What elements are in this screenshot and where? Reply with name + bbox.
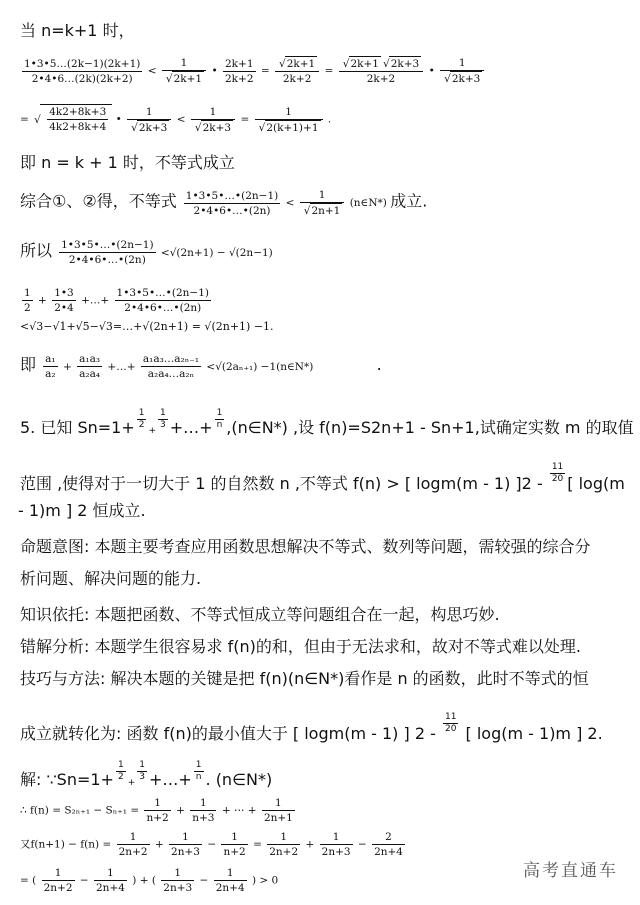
numerator: a₁ (45, 353, 56, 365)
fraction (550, 462, 565, 485)
solution-line (20, 760, 272, 791)
text: 即 (20, 355, 37, 374)
denominator: 2n+3 (163, 882, 193, 894)
problem-line (20, 462, 625, 495)
operator: + ⋯ + (221, 804, 257, 817)
fraction (94, 866, 127, 895)
numerator: a₁a₃…a₂ₙ₋₁ (142, 353, 200, 365)
numerator: 1 (161, 866, 194, 881)
numerator: √ 2k+3 (389, 56, 421, 71)
fraction (300, 188, 345, 218)
operator: < (285, 197, 295, 209)
fraction (191, 105, 235, 135)
denominator: a₂a₄…a₂ₙ (147, 368, 195, 380)
text: 成立就转化为: 函数 f(n)的最小值大于 [ logm(m - 1) ] 2 - (20, 724, 436, 743)
fraction (42, 866, 75, 895)
expression: ) > 0 (251, 874, 279, 887)
numerator: 1 (440, 56, 484, 71)
formula-line (20, 286, 213, 315)
errors-line: 错解分析: 本题学生很容易求 f(n)的和，但由于无法求和，故对不等式难以处理. (20, 637, 581, 656)
operator: = (240, 113, 250, 126)
formula-line (20, 796, 297, 825)
operator: +…+ (81, 294, 110, 307)
denominator: 2n+3 (171, 846, 200, 858)
denominator: √ 2(k+1)+1 (265, 120, 321, 135)
numerator: 1 (117, 830, 150, 845)
fraction (194, 760, 204, 783)
numerator: 1 (216, 408, 223, 418)
numerator: 1 (191, 105, 235, 120)
fraction (443, 712, 458, 735)
watermark: 高考直通车 (523, 861, 618, 881)
denominator: √ 2n+1 (310, 203, 343, 218)
fraction (22, 286, 33, 315)
fraction (158, 408, 168, 431)
denominator: 2k+2 (224, 72, 254, 85)
numerator: √ 2k+1 (349, 56, 381, 71)
operator: + (305, 838, 315, 851)
fraction (169, 830, 202, 859)
denominator: 2•4•6•…•(2n) (193, 204, 271, 217)
numerator: 1 (214, 866, 247, 881)
denominator: n (216, 420, 223, 430)
formula-line (20, 866, 278, 895)
operator: + (62, 360, 72, 373)
punctuation: . (376, 355, 382, 374)
fraction (47, 105, 108, 134)
denominator: 2•4•6…(2k)(2k+2) (31, 72, 133, 85)
fraction (214, 866, 247, 895)
numerator: 1 (221, 830, 247, 845)
numerator: 1•3•5•…•(2n−1) (185, 189, 279, 202)
fraction (43, 352, 57, 381)
skill-line (20, 712, 603, 745)
numerator: 1 (190, 796, 216, 811)
formula-line (20, 352, 382, 381)
numerator: 11 (444, 712, 457, 722)
denominator: √ 2k+3 (201, 120, 233, 135)
text: . (n∈N*) (205, 770, 273, 789)
formula-line (20, 188, 427, 218)
formula-line: <√3−√1+√5−√3=…+√(2n+1) = √(2n+1) −1. (20, 320, 274, 333)
text: 成立. (390, 191, 428, 211)
intent-line: 命题意图: 本题主要考查应用函数思想解决不等式、数列等问题，需较强的综合分 (20, 537, 591, 556)
denominator: 3 (139, 772, 145, 782)
denominator: 2n+3 (321, 846, 351, 858)
expression: <√(2n+1) − √(2n−1) (160, 246, 273, 259)
denominator: 2 (117, 772, 124, 782)
fraction (127, 105, 171, 135)
operator: < (176, 113, 186, 126)
denominator: 2n+2 (43, 882, 73, 894)
operator: − (207, 838, 217, 851)
basis-line: 知识依托: 本题把函数、不等式恒成立等问题组合在一起，构思巧妙. (20, 605, 500, 624)
fraction (137, 408, 147, 431)
numerator: 1 (42, 866, 75, 881)
fraction (59, 238, 155, 267)
expression: ) + ( (132, 874, 156, 887)
numerator: 1 (255, 105, 323, 120)
operator: + (154, 838, 164, 851)
fraction (137, 760, 147, 783)
formula-line (20, 104, 331, 135)
operator: • (428, 65, 435, 77)
denominator: 2 (138, 420, 145, 430)
expression: 又f(n+1) − f(n) = (20, 838, 112, 851)
text-line: 即 n = k + 1 时，不等式成立 (20, 153, 235, 172)
operator: +…+ (148, 770, 192, 789)
operator: − (199, 874, 209, 887)
denominator: a₂a₄ (79, 368, 101, 380)
numerator: 1 (24, 287, 31, 299)
denominator: 3 (160, 420, 166, 430)
fraction (52, 286, 76, 315)
numerator: 1 (160, 408, 166, 418)
numerator: 1 (144, 796, 170, 811)
denominator: 2k+2 (282, 73, 312, 85)
fraction (162, 56, 206, 86)
numerator: 1 (169, 830, 202, 845)
punctuation: . (327, 113, 332, 126)
numerator: 2k+1 (224, 57, 254, 70)
denominator: 4k2+8k+4 (49, 121, 107, 133)
denominator: √ 2k+1 (172, 71, 204, 86)
denominator: 2n+4 (96, 882, 125, 894)
denominator: 2n+1 (263, 812, 293, 824)
denominator: n (195, 772, 202, 782)
operator: • (115, 113, 122, 126)
fraction (144, 796, 170, 825)
text-line: 当 n=k+1 时， (20, 21, 135, 40)
denominator: 20 (551, 474, 564, 484)
expression: <√(2aₙ₊₁) −1(n∈N*) (206, 360, 314, 373)
fraction (267, 830, 300, 859)
fraction (215, 408, 225, 431)
fraction (221, 830, 247, 859)
text: 5. 已知 Sn=1+ (20, 418, 135, 437)
skill-line: 技巧与方法: 解决本题的关键是把 f(n)(n∈N*)看作是 n 的函数，此时不等式的恒 (20, 669, 589, 688)
fraction (275, 56, 319, 86)
text: 综合①、②得，不等式 (20, 191, 177, 211)
operator: +…+ (107, 360, 136, 373)
operator: = (324, 65, 334, 77)
fraction (115, 286, 211, 315)
numerator: 1 (162, 56, 206, 71)
numerator: 1•3•5•…•(2n−1) (61, 239, 154, 251)
numerator: 1•3•5•…•(2n−1) (116, 287, 209, 299)
denominator: 2n+4 (215, 882, 245, 894)
text: [ log(m - 1)m ] 2. (465, 724, 603, 743)
denominator: a₂ (45, 368, 56, 380)
text: 范围 ,使得对于一切大于 1 的自然数 n ,不等式 f(n) > [ logm(m - 1) ]2 - (20, 474, 543, 493)
operator: +…+ (169, 418, 213, 437)
denominator: 2•4 (54, 302, 74, 314)
numerator: √ 2k+1 (285, 56, 317, 71)
fraction (77, 352, 102, 381)
text: 所以 (20, 241, 53, 260)
denominator: 2 (24, 302, 31, 314)
numerator: 1 (300, 188, 345, 203)
operator: − (357, 838, 367, 851)
formula-line (20, 56, 486, 86)
fraction (141, 352, 201, 381)
denominator: 2n+4 (374, 846, 403, 858)
intent-line: 析问题、解决问题的能力. (20, 569, 202, 588)
denominator: √ 2k+3 (450, 71, 482, 86)
numerator: 1•3 (54, 287, 74, 299)
operator: + (176, 804, 185, 817)
numerator: 1 (262, 796, 295, 811)
fraction (372, 830, 405, 859)
fraction (22, 57, 142, 86)
expression: = ( (20, 874, 37, 887)
operator: + (38, 294, 47, 307)
operator: = (20, 113, 29, 126)
fraction (223, 57, 256, 86)
numerator: 11 (551, 462, 564, 472)
denominator: √ 2k+3 (137, 120, 169, 135)
denominator: 2n+2 (269, 846, 299, 858)
formula-line (20, 830, 407, 859)
numerator: 1 (127, 105, 171, 120)
fraction (320, 830, 353, 859)
fraction (262, 796, 295, 825)
numerator: √ 4k2+8k+3 (49, 106, 107, 118)
condition: (n∈N*) (349, 197, 387, 209)
fraction (184, 189, 280, 218)
fraction (339, 56, 423, 86)
operator: = (253, 838, 262, 851)
numerator: 1 (267, 830, 300, 845)
text: 解: ∵Sn=1+ (20, 770, 114, 789)
operator: + (127, 778, 136, 788)
fraction (161, 866, 194, 895)
numerator: 1 (94, 866, 127, 881)
denominator: 2n+2 (118, 846, 148, 858)
numerator: 1 (139, 760, 145, 770)
denominator: 2•4•6•…•(2n) (124, 302, 202, 314)
numerator: 1•3•5…(2k−1)(2k+1) (24, 57, 141, 70)
fraction (190, 796, 216, 825)
text: ,(n∈N*) ,设 f(n)=S2n+1 - Sn+1,试确定实数 m 的取值 (226, 418, 634, 437)
denominator: n+2 (146, 812, 169, 824)
operator: = (260, 65, 270, 77)
denominator: 20 (444, 724, 457, 734)
fraction (117, 830, 150, 859)
operator: • (211, 65, 218, 77)
operator: < (147, 65, 157, 77)
numerator: 1 (117, 760, 124, 770)
numerator: 1 (195, 760, 202, 770)
text: [ log(m (567, 474, 625, 493)
formula-line (20, 238, 273, 267)
numerator: 1 (138, 408, 145, 418)
problem-line: - 1)m ] 2 恒成立. (18, 501, 146, 520)
denominator: 2k+2 (366, 73, 396, 85)
problem-line (20, 408, 634, 439)
numerator: a₁a₃ (79, 353, 101, 365)
fraction (116, 760, 126, 783)
denominator: n+3 (192, 812, 215, 824)
denominator: n+2 (223, 846, 246, 858)
operator: − (79, 874, 89, 887)
denominator: 2•4•6•…•(2n) (68, 254, 146, 266)
expression: ∴ f(n) = S₂ₙ₊₁ − Sₙ₊₁ = (20, 804, 140, 817)
fraction (440, 56, 484, 86)
numerator: 1 (320, 830, 353, 845)
numerator: 2 (372, 830, 405, 845)
operator: + (148, 426, 157, 436)
fraction (255, 105, 323, 135)
